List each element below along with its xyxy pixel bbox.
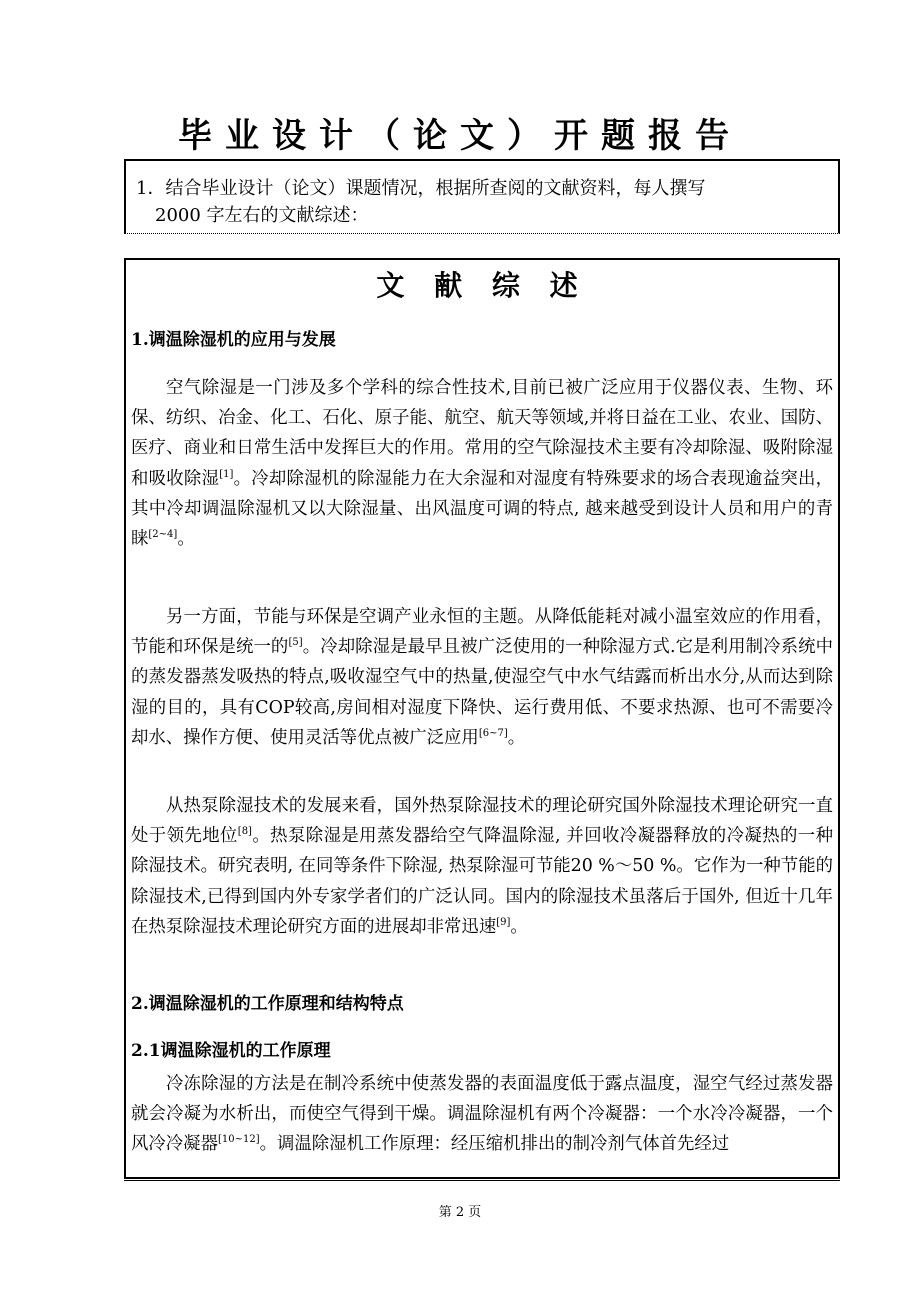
heading-2-1: 2.1调温除湿机的工作原理 <box>131 1041 331 1061</box>
prompt-line-1: 1．结合毕业设计（论文）课题情况，根据所查阅的文献资料，每人撰写 <box>136 178 706 199</box>
heading-1: 1.调温除湿机的应用与发展 <box>131 330 336 350</box>
paragraph-1: 空气除湿是一门涉及多个学科的综合性技术,目前已被广泛应用于仪器仪表、生物、环保、纺织、冶金、化工、石化、原子能、航空、航天等领域,并将日益在工业、农业、国防、医疗、商业和日常生活中发挥巨大的作用。常用的空气除湿技术主要有冷却除湿、吸附除湿和吸收除湿[1]。冷却除湿机的除湿能力在大余湿和对湿度有特殊要求的场合表现逾益突出，其中冷却调温除湿机又以大除湿量、出风温度可调的特点, 越来越受到设计人员和用户的青睐[2~4]。 <box>131 378 833 550</box>
paragraph-3: 从热泵除湿技术的发展来看，国外热泵除湿技术的理论研究国外除湿技术理论研究一直处于领先地位[8]。热泵除湿是用蒸发器给空气降温除湿, 并回收冷凝器释放的冷凝热的一种除湿技术。研究表明, 在同等条件下除湿, 热泵除湿可节能20 %～50 %。它作为一种节能的除湿技术,已得到国内外专家学者们的广泛认同。国内的除湿技术虽落后于国外, 但近十几年在热泵除湿技术理论研究方面的进展却非常迅速[9]。 <box>131 796 833 937</box>
citation: [2~4] <box>148 529 178 541</box>
page-number: 第 2 页 <box>438 1205 482 1220</box>
citation: [10~12] <box>217 1134 260 1146</box>
citation: [5] <box>288 637 303 649</box>
prompt-box <box>124 159 840 234</box>
heading-2: 2.调温除湿机的工作原理和结构特点 <box>131 994 404 1014</box>
paragraph-4: 冷冻除湿的方法是在制冷系统中使蒸发器的表面温度低于露点温度，湿空气经过蒸发器就会冷凝为水析出，而使空气得到干燥。调温除湿机有两个冷凝器：一个水冷冷凝器，一个风冷冷凝器[10~12]。调温除湿机工作原理：经压缩机排出的制冷剂气体首先经过 <box>131 1074 833 1155</box>
review-title: 文 献 综 述 <box>376 269 588 302</box>
review-box-double-rule <box>124 1180 840 1181</box>
citation: [6~7] <box>478 728 508 740</box>
citation: [9] <box>496 917 511 929</box>
paragraph-2: 另一方面，节能与环保是空调产业永恒的主题。从降低能耗对减小温室效应的作用看，节能和环保是统一的[5]。冷却除湿是最早且被广泛使用的一种除湿方式.它是利用制冷系统中的蒸发器蒸发吸热的特点,吸收湿空气中的热量,使湿空气中水气结露而析出水分,从而达到除湿的目的，具有COP较高,房间相对湿度下降快、运行费用低、不要求热源、也可不需要冷却水、操作方便、使用灵活等优点被广泛应用[6~7]。 <box>131 607 833 748</box>
citation: [8] <box>237 826 252 838</box>
citation: [1] <box>219 468 234 480</box>
prompt-line-2: 2000 字左右的文献综述： <box>155 205 369 226</box>
page-title: 毕业设计（论文）开题报告 <box>178 116 742 156</box>
